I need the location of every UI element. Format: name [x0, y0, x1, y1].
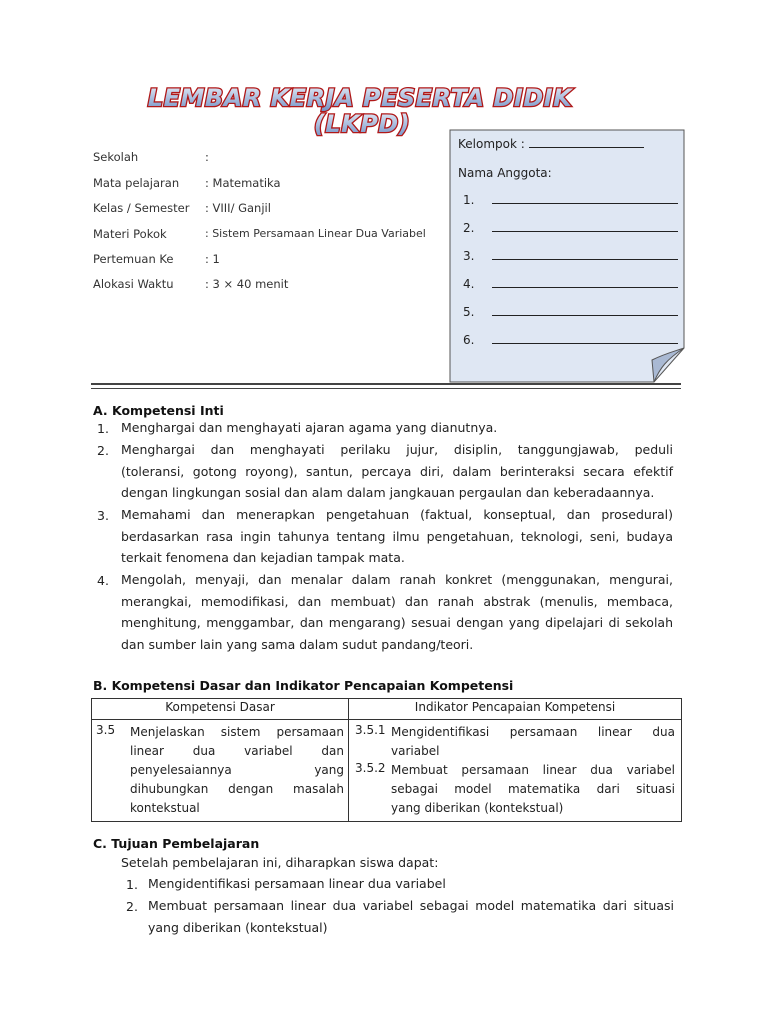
member-number: 5. — [463, 305, 475, 319]
member-field-5[interactable] — [463, 305, 678, 319]
ki-line: terkait fenomena dan kejadian tampak mata. — [121, 550, 405, 565]
ipk-line: Mengidentifikasi persamaan linear dua — [391, 725, 675, 739]
info-label: Mata pelajaran — [93, 176, 180, 190]
ki-line: Memahami dan menerapkan pengetahuan (faktual, konseptual, dan prosedural) — [121, 507, 673, 522]
kd-cell — [92, 720, 349, 822]
table-header-kd: Kompetensi Dasar — [92, 699, 349, 720]
member-field-2[interactable] — [463, 221, 678, 235]
info-value: : — [205, 150, 209, 164]
info-value: : VIII/ Ganjil — [205, 201, 271, 215]
group-name-field[interactable] — [458, 137, 644, 151]
info-label: Materi Pokok — [93, 227, 167, 241]
divider-thin — [91, 388, 681, 389]
member-field-6[interactable] — [463, 333, 678, 347]
ki-line: Menghargai dan menghayati ajaran agama yang dianutnya. — [121, 420, 498, 435]
member-field-4[interactable] — [463, 277, 678, 291]
ki-line: (toleransi, gotong royong), santun, percaya diri, dalam berinteraksi secara efektif — [121, 463, 673, 479]
ki-line: dengan lingkungan sosial dan alam dalam jangkauan pergaulan dan keberadaannya. — [121, 485, 655, 500]
member-number: 1. — [463, 193, 475, 207]
ki-item-2 — [121, 439, 673, 504]
ipk-item-1 — [391, 723, 675, 761]
kd-line: linear dua variabel dan — [130, 744, 344, 758]
section-c-title: C. Tujuan Pembelajaran — [93, 836, 260, 851]
info-value: : 1 — [205, 252, 220, 266]
info-value: : Sistem Persamaan Linear Dua Variabel — [205, 227, 426, 240]
kd-line: Menjelaskan sistem persamaan — [130, 725, 344, 739]
ipk-line: Membuat persamaan linear dua variabel — [391, 763, 675, 777]
title-line-2: (LKPD) — [313, 110, 411, 138]
table-header-ipk: Indikator Pencapaian Kompetensi — [349, 699, 682, 720]
ipk-line: yang diberikan (kontekstual) — [391, 801, 564, 815]
ki-number: 2. — [97, 443, 109, 458]
member-number: 3. — [463, 249, 475, 263]
ipk-item-2 — [391, 761, 675, 818]
ki-item-1 — [121, 417, 673, 439]
member-field-1[interactable] — [463, 193, 678, 207]
ki-line: Mengolah, menyaji, dan menalar dalam ranah konkret (menggunakan, mengurai, — [121, 572, 673, 587]
members-heading: Nama Anggota: — [458, 166, 552, 180]
tp-line: yang diberikan (kontekstual) — [148, 919, 328, 935]
tp-number: 1. — [126, 877, 138, 892]
kd-text — [130, 723, 344, 818]
title-line-1: LEMBAR KERJA PESERTA DIDIK — [147, 84, 573, 112]
ki-number: 4. — [97, 573, 109, 588]
tp-line: Membuat persamaan linear dua variabel sebagai model matematika dari situasi — [148, 898, 674, 913]
competency-table — [91, 698, 682, 822]
info-value: : 3 × 40 menit — [205, 277, 289, 291]
member-number: 4. — [463, 277, 475, 291]
ki-line: dan sumber lain yang sama dalam sudut pandang/teori. — [121, 636, 474, 652]
info-label: Pertemuan Ke — [93, 252, 174, 266]
ki-item-4 — [121, 569, 673, 655]
divider-thick — [91, 383, 681, 385]
tp-item-2 — [148, 895, 674, 938]
tp-line: Mengidentifikasi persamaan linear dua variabel — [148, 876, 446, 891]
ki-line: berdasarkan rasa ingin tahunya tentang ilmu pengetahuan, teknologi, seni, budaya — [121, 528, 673, 544]
kd-number: 3.5 — [96, 723, 116, 737]
tp-number: 2. — [126, 899, 138, 914]
info-label: Kelas / Semester — [93, 201, 190, 215]
ki-line: Menghargai dan menghayati perilaku jujur, disiplin, tanggungjawab, peduli — [121, 442, 673, 457]
info-label: Sekolah — [93, 150, 139, 164]
ipk-line: variabel — [391, 744, 440, 758]
info-label: Alokasi Waktu — [93, 277, 174, 291]
ki-line: merangkai, memodifikasi, dan membuat) dan ranah abstrak (menulis, membaca, — [121, 593, 673, 609]
ki-number: 3. — [97, 508, 109, 523]
ipk-number: 3.5.2 — [355, 761, 386, 775]
group-name-label: Kelompok : — [458, 137, 529, 151]
kd-line: kontekstual — [130, 801, 200, 815]
kd-line: penyelesaiannya yang — [130, 763, 344, 777]
ki-number: 1. — [97, 421, 109, 436]
section-a-title: A. Kompetensi Inti — [93, 403, 224, 418]
ipk-cell — [349, 720, 682, 822]
ipk-line: sebagai model matematika dari situasi — [391, 782, 675, 796]
ki-item-3 — [121, 504, 673, 569]
info-value: : Matematika — [205, 176, 281, 190]
ipk-number: 3.5.1 — [355, 723, 386, 737]
section-b-title: B. Kompetensi Dasar dan Indikator Pencapaian Kompetensi — [93, 678, 514, 693]
member-number: 6. — [463, 333, 475, 347]
member-number: 2. — [463, 221, 475, 235]
ki-line: menghitung, menggambar, dan mengarang) sesuai dengan yang dipelajari di sekolah — [121, 615, 673, 630]
tp-item-1 — [148, 873, 674, 895]
member-field-3[interactable] — [463, 249, 678, 263]
kd-line: dihubungkan dengan masalah — [130, 782, 344, 796]
tp-intro: Setelah pembelajaran ini, diharapkan siswa dapat: — [121, 855, 439, 870]
